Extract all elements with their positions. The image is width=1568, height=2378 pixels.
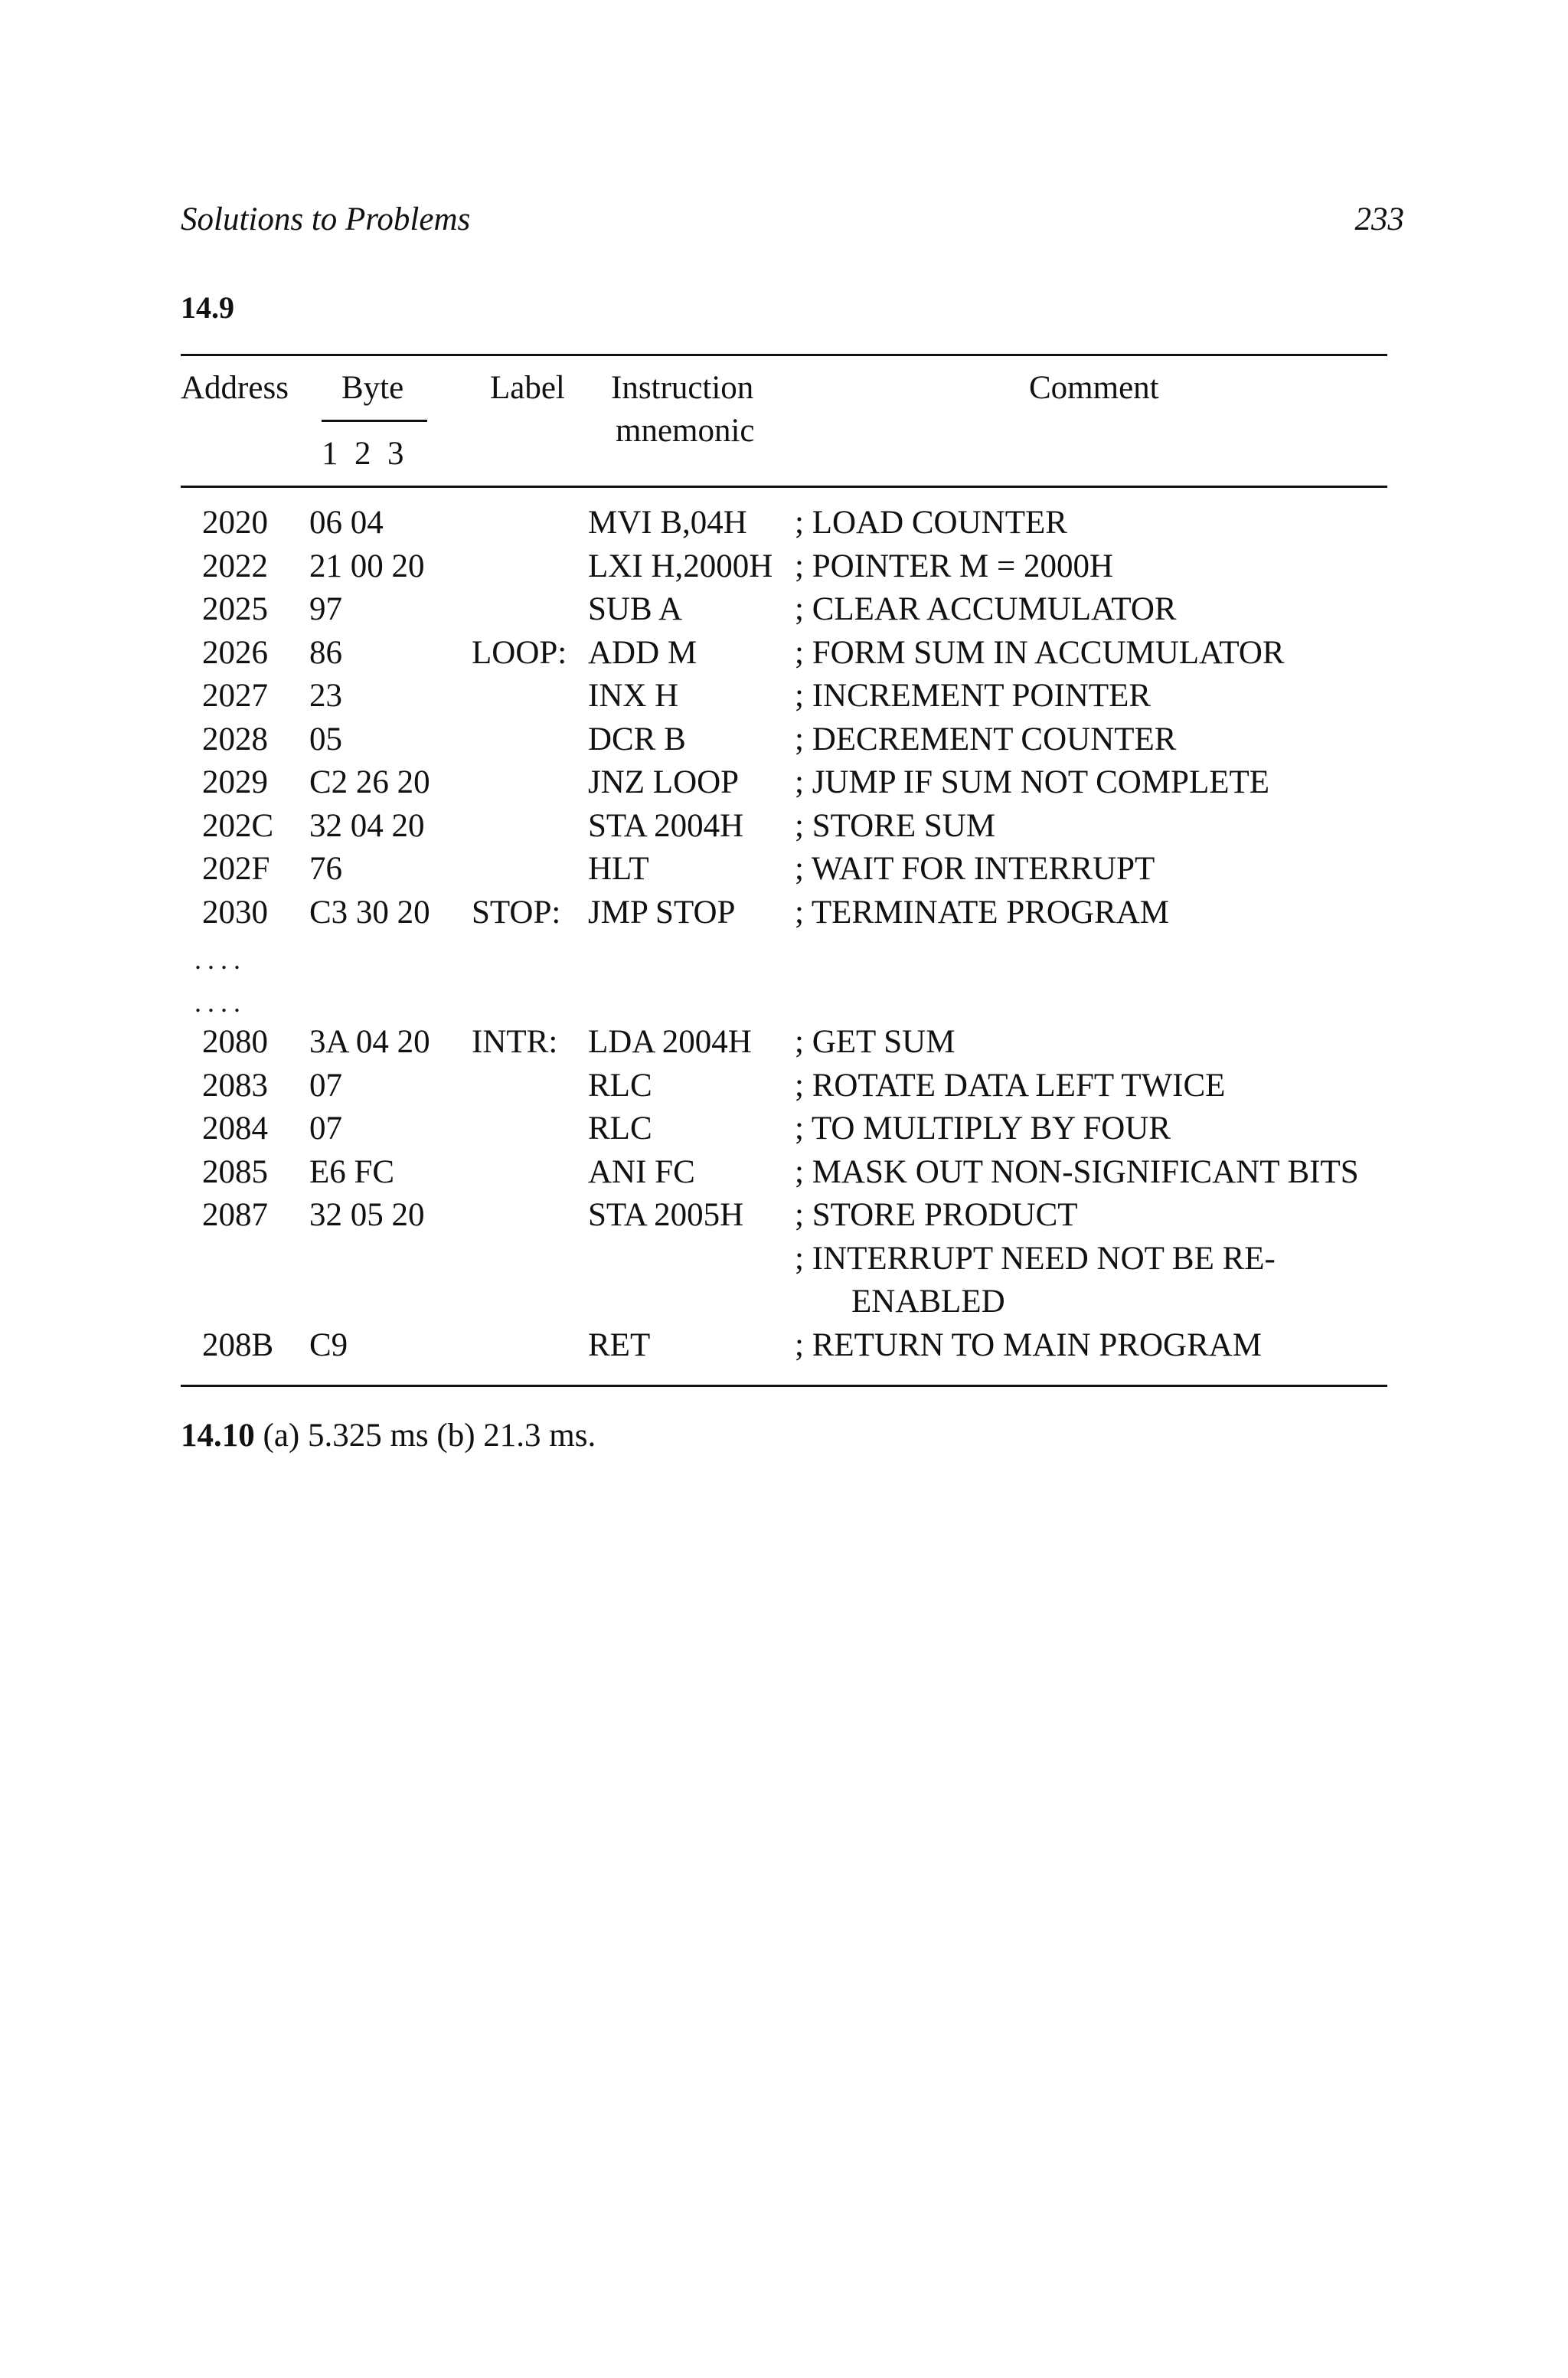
cell-address: 202C	[202, 807, 274, 844]
header-instruction-mnemonic: mnemonic	[616, 413, 755, 449]
cell-instruction: JNZ LOOP	[588, 764, 740, 800]
header-bottom-rule	[181, 486, 1387, 488]
table-row	[0, 894, 1568, 937]
answer-text: (a) 5.325 ms (b) 21.3 ms.	[263, 1418, 596, 1454]
header-label: Label	[490, 370, 565, 406]
cell-bytes: 21 00 20	[309, 548, 425, 584]
cell-comment: ; GET SUM	[795, 1024, 956, 1060]
cell-address: 2027	[202, 678, 268, 714]
cell-bytes: 23	[309, 678, 342, 714]
cell-instruction: ADD M	[588, 634, 697, 671]
cell-comment: ; STORE SUM	[795, 807, 996, 844]
header-address: Address	[181, 370, 289, 406]
cell-bytes: 32 05 20	[309, 1197, 425, 1233]
running-head: Solutions to Problems	[181, 201, 471, 237]
cell-instruction: SUB A	[588, 591, 683, 627]
cell-instruction: INX H	[588, 678, 679, 714]
cell-comment: ; RETURN TO MAIN PROGRAM	[795, 1326, 1263, 1363]
cell-bytes: 86	[309, 634, 342, 671]
cell-comment: ; FORM SUM IN ACCUMULATOR	[795, 634, 1285, 671]
header-instruction: Instruction	[611, 370, 754, 406]
cell-instruction: JMP STOP	[588, 894, 736, 931]
cell-comment: ; JUMP IF SUM NOT COMPLETE	[795, 764, 1270, 800]
cell-address: 2026	[202, 634, 268, 671]
cell-comment: ; POINTER M = 2000H	[795, 548, 1114, 584]
cell-comment: ; CLEAR ACCUMULATOR	[795, 591, 1177, 627]
cell-instruction: LXI H,2000H	[588, 548, 773, 584]
cell-comment: ; WAIT FOR INTERRUPT	[795, 851, 1155, 887]
table-row	[0, 1240, 1568, 1283]
cell-instruction: RLC	[588, 1110, 652, 1146]
cell-label: STOP:	[472, 894, 561, 931]
cell-address: 2025	[202, 591, 268, 627]
header-comment: Comment	[1029, 370, 1159, 406]
cell-bytes: C9	[309, 1326, 348, 1363]
cell-bytes: 32 04 20	[309, 807, 425, 844]
answer-number: 14.10	[181, 1418, 255, 1454]
cell-bytes: 3A 04 20	[309, 1024, 430, 1060]
cell-label: INTR:	[472, 1024, 558, 1060]
problem-number: 14.9	[181, 290, 234, 325]
cell-label: LOOP:	[472, 634, 567, 671]
ellipsis-upper: ....	[194, 944, 247, 975]
cell-comment-continuation: ENABLED	[851, 1284, 1005, 1320]
cell-address: 2022	[202, 548, 268, 584]
cell-address: 202F	[202, 851, 270, 887]
table-row	[0, 1067, 1568, 1110]
cell-instruction: HLT	[588, 851, 649, 887]
cell-comment: ; STORE PRODUCT	[795, 1197, 1078, 1233]
cell-instruction: STA 2004H	[588, 807, 744, 844]
table-row	[0, 1110, 1568, 1153]
table-row	[0, 590, 1568, 633]
table-row	[0, 504, 1568, 547]
table-row	[0, 1023, 1568, 1066]
cell-comment: ; INTERRUPT NEED NOT BE RE-	[795, 1240, 1276, 1277]
byte-header-underline	[322, 420, 427, 422]
cell-instruction: MVI B,04H	[588, 505, 747, 541]
header-byte: Byte	[341, 370, 404, 406]
cell-address: 2020	[202, 505, 268, 541]
answer-14-10	[181, 1417, 596, 1454]
cell-bytes: 97	[309, 591, 342, 627]
cell-bytes: C2 26 20	[309, 764, 430, 800]
cell-instruction: LDA 2004H	[588, 1024, 752, 1060]
cell-comment: ; LOAD COUNTER	[795, 505, 1067, 541]
cell-instruction: ANI FC	[588, 1153, 695, 1190]
table-row	[0, 850, 1568, 893]
table-row	[0, 721, 1568, 764]
cell-comment: ; DECREMENT COUNTER	[795, 721, 1177, 757]
cell-bytes: E6 FC	[309, 1153, 395, 1190]
cell-bytes: 07	[309, 1110, 342, 1146]
cell-address: 208B	[202, 1326, 274, 1363]
cell-instruction: DCR B	[588, 721, 686, 757]
cell-instruction: RLC	[588, 1067, 652, 1104]
cell-address: 2029	[202, 764, 268, 800]
cell-comment: ; TERMINATE PROGRAM	[795, 894, 1169, 931]
ellipsis-lower: ....	[194, 987, 247, 1018]
cell-bytes: 05	[309, 721, 342, 757]
cell-bytes: 07	[309, 1067, 342, 1104]
table-bottom-rule	[181, 1385, 1387, 1387]
header-byte-columns: 1 2 3	[322, 436, 404, 472]
cell-bytes: 06 04	[309, 505, 384, 541]
cell-address: 2087	[202, 1197, 268, 1233]
cell-address: 2085	[202, 1153, 268, 1190]
cell-comment: ; INCREMENT POINTER	[795, 678, 1152, 714]
table-row	[0, 1153, 1568, 1196]
cell-comment: ; MASK OUT NON-SIGNIFICANT BITS	[795, 1153, 1359, 1190]
page-number: 233	[1354, 201, 1404, 237]
cell-comment: ; TO MULTIPLY BY FOUR	[795, 1110, 1171, 1146]
table-row	[0, 634, 1568, 677]
cell-instruction: STA 2005H	[588, 1197, 744, 1233]
cell-bytes: C3 30 20	[309, 894, 430, 931]
table-row	[0, 1283, 1568, 1326]
cell-instruction: RET	[588, 1326, 651, 1363]
table-top-rule	[181, 354, 1387, 356]
cell-address: 2083	[202, 1067, 268, 1104]
cell-comment: ; ROTATE DATA LEFT TWICE	[795, 1067, 1226, 1104]
cell-address: 2084	[202, 1110, 268, 1146]
table-row	[0, 1326, 1568, 1369]
cell-address: 2028	[202, 721, 268, 757]
table-row	[0, 548, 1568, 590]
table-row	[0, 1196, 1568, 1239]
cell-address: 2030	[202, 894, 268, 931]
table-row	[0, 764, 1568, 806]
table-row	[0, 807, 1568, 850]
cell-address: 2080	[202, 1024, 268, 1060]
table-row	[0, 677, 1568, 720]
cell-bytes: 76	[309, 851, 342, 887]
